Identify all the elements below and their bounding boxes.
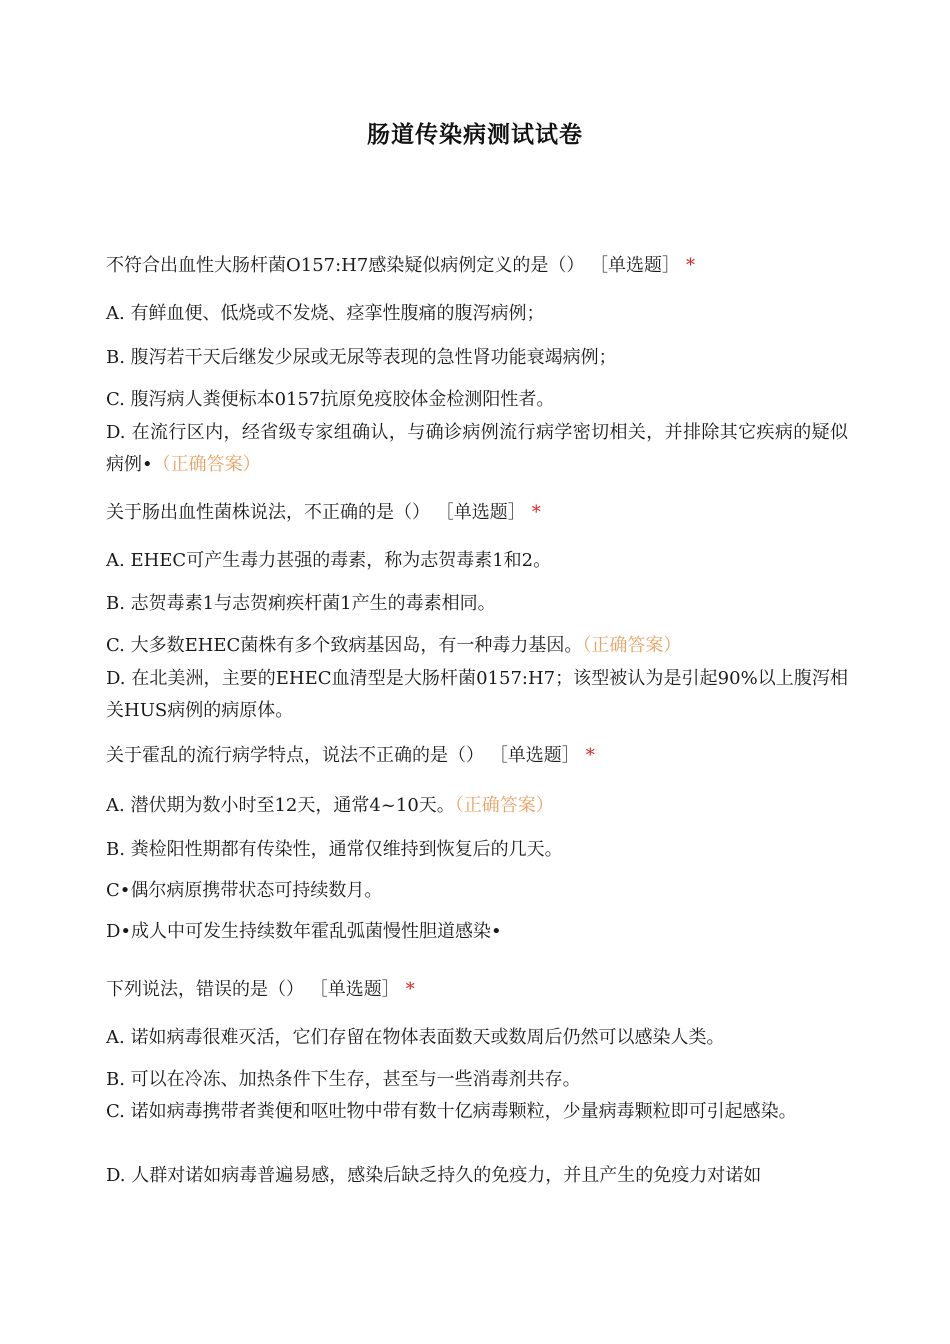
page-title: 肠道传染病测试试卷 [367,122,583,148]
question-stem-text: 关于肠出血性菌株说法，不正确的是（） ［单选题］ [106,502,526,523]
correct-answer-label: （正确答案） [152,454,261,475]
question-stem-text: 关于霍乱的流行病学特点，说法不正确的是（） ［单选题］ [106,745,580,766]
question-stem [106,250,848,282]
required-mark: * [531,502,541,523]
option-b[interactable]: B. 腹泻若干天后继发少尿或无尿等表现的急性肾功能衰竭病例； [106,347,617,368]
required-mark: * [405,979,415,1000]
option-a[interactable]: A. EHEC可产生毒力甚强的毒素，称为志贺毒素1和2。 [106,550,552,571]
correct-answer-label: （正确答案） [582,635,682,656]
option-text: C. 大多数EHEC菌株有多个致病基因岛，有一种毒力基因。 [106,635,583,656]
option-c[interactable] [106,630,848,662]
required-mark: * [686,255,696,276]
option-c[interactable]: C•偶尔病原携带状态可持续数月。 [106,880,383,901]
option-a[interactable] [106,790,848,822]
option-b[interactable]: B. 志贺毒素1与志贺痢疾杆菌1产生的毒素相同。 [106,593,496,614]
option-b[interactable]: B. 粪检阳性期都有传染性，通常仅维持到恢复后的几天。 [106,839,563,860]
question-stem-text: 下列说法，错误的是（） ［单选题］ [106,979,400,1000]
required-mark: * [585,745,595,766]
question-stem [106,497,848,529]
option-b[interactable]: B. 可以在冷冻、加热条件下生存，甚至与一些消毒剂共存。 [106,1069,581,1090]
correct-answer-label: （正确答案） [454,795,554,816]
question-stem [106,740,848,772]
option-c[interactable]: C. 腹泻病人粪便标本0157抗原免疫胶体金检测阳性者。 [106,389,555,410]
option-c[interactable]: C. 诺如病毒携带者粪便和呕吐物中带有数十亿病毒颗粒，少量病毒颗粒即可引起感染。 [106,1101,797,1122]
option-a[interactable]: A. 有鲜血便、低烧或不发烧、痉挛性腹痛的腹泻病例； [106,303,545,324]
option-a[interactable]: A. 诺如病毒很难灭活，它们存留在物体表面数天或数周后仍然可以感染人类。 [106,1027,725,1048]
option-d[interactable]: D•成人中可发生持续数年霍乱弧菌慢性胆道感染• [106,921,502,942]
option-d[interactable] [106,417,848,481]
option-text: A. 潜伏期为数小时至12天，通常4~10天。 [106,795,455,816]
option-d[interactable]: D. 人群对诺如病毒普遍易感，感染后缺乏持久的免疫力，并且产生的免疫力对诺如 [106,1165,762,1186]
option-text: D. 在流行区内，经省级专家组确认，与确诊病例流行病学密切相关，并排除其它疾病的疑似病例• [106,422,848,475]
question-stem-text: 不符合出血性大肠杆菌O157:H7感染疑似病例定义的是（） ［单选题］ [106,255,681,276]
option-d[interactable]: D. 在北美洲，主要的EHEC血清型是大肠杆菌0157:H7；该型被认为是引起90%以上腹泻相关HUS病例的病原体。 [106,668,848,721]
question-stem [106,974,848,1006]
